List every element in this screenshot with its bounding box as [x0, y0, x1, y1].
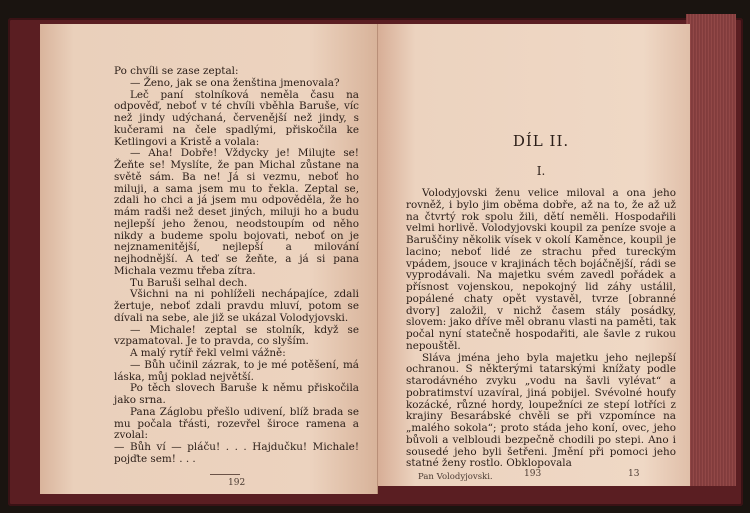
paragraph: Tu Baruši selhal dech. [130, 276, 248, 289]
right-page [378, 24, 690, 486]
paragraph: Sláva jména jeho byla majetku jeho nejlepší ochranou. S některými tatarskými knížaty podle starodávného zvyku „vodu na šavli vylévat“ a pobratimství uzavíral, jiná pobijel. Svévolné houfy kozácké, různé hordy, loupežníci ze stepí lotříci z krajiny Besarábské chvěli se při vzpomínce na „malého sokola“; proto stáda jeho koní, ovec, jeho bůvoli a velbloudi bezpečně chodili po stepi. Ano i sousedé jeho byli šetřeni. Jmění při pomoci jeho statné ženy rostlo. Obklopovala [406, 351, 676, 470]
paragraph: Všichni na ni pohlíželi nechápajíce, zdali žertuje, neboť zdali pravdu mluví, potom se dívali na sebe, ale již se ukázal Volodyjovski. [114, 288, 359, 324]
paragraph: Pana Záglobu přešlo udivení, blíž brada se mu počala třásti, rozevřel široce ramena a zvolal: [114, 405, 359, 442]
paragraph: Leč paní stolníková neměla času na odpověď, neboť v té chvíli vběhla Baruše, víc než jindy udýchaná, červenější než jindy, s kučerami na čele spadlými, přiskočila ke Ketlingovi a Kristě a volala: [114, 88, 359, 148]
paragraph: Po chvíli se zase zeptal: [114, 65, 239, 77]
signature-mark: 13 [628, 469, 640, 479]
section-heading: I. [536, 164, 546, 178]
chapter-heading: DÍL II. [512, 132, 570, 150]
page-number: 193 [524, 469, 542, 479]
paragraph: A malý rytíř řekl velmi vážně: [130, 347, 286, 359]
left-page [40, 24, 378, 494]
section-end-rule [210, 474, 240, 475]
paragraph: Volodyjovski ženu velice miloval a ona jeho rovněž, i bylo jim oběma dobře, až na to, že až už na čtvrtý rok spolu žili, dětí neměli. Hospodařili velmi horlivě. Volodyjovski koupil za peníze svoje a Baruščiny několik vísek v okolí Kaměnce, koupil je lacino; neboť lidé ze strachu před tureckým vpádem, jsouce v krajinách těch bojáčnější, rádi se vyprodávali. Na majetku svém zavedl pořádek a přísnost vojenskou, nepokojný lid záhy ustálil, popálené chaty opět vystavěl, tvrze [obranné dvory] založil, v nichž časem stály posádky, slovem: jako dříve měl obranu vlasti na paměti, tak počal nyní statečně hospodařiti, ale šavle z rukou nepouštěl. [406, 187, 676, 352]
paragraph: — Ženo, jak se ona ženština jmenovala? [130, 76, 340, 89]
page-number: 192 [228, 478, 246, 488]
paragraph: — Aha! Dobře! Vždycky je! Milujte se! Žeňte se! Myslíte, že pan Michal zůstane na světě sám. Ba ne! Já si vezmu, neboť ho miluji, a sama jsem mu to řekla. Zeptal se, zdali ho chci a já jsem mu odpověděla, že ho mám radši než deset jiných, miluji ho a budu nejlepší jeho ženou, neodstoupím od něho nikdy a budeme spolu bojovati, neboť on je nejznamenitější, nejlepší a milování nejhodnější. A teď se žeňte, a já si pana Michala vezmu třeba zítra. [114, 147, 359, 277]
page-edges [686, 14, 736, 486]
paragraph: — Bůh ví — pláču! . . . Hajdučku! Michale! pojďte sem! . . . [114, 441, 359, 465]
footer-title: Pan Volodyjovski. [418, 472, 493, 482]
paragraph: — Michale! zeptal se stolník, když se vzpamatoval. Je to pravda, co slyším. [114, 323, 359, 348]
paragraph: — Bůh učinil zázrak, to je mé potěšení, má láska, můj poklad největší. [114, 358, 359, 383]
left-page-text [114, 66, 359, 466]
paragraph: Po těch slovech Baruše k němu přiskočila jako srna. [114, 382, 359, 406]
right-page-text [406, 188, 676, 470]
